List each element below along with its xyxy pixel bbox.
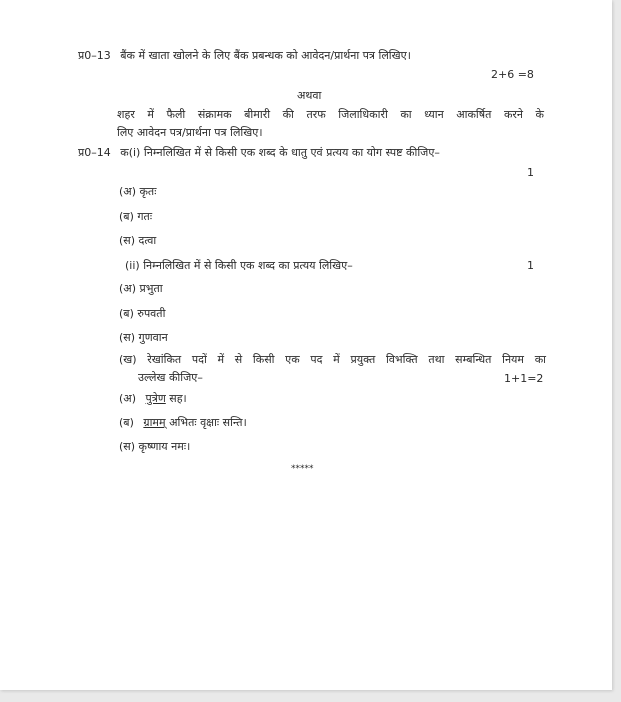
marks-part-ii: 1	[527, 259, 534, 272]
question-text: बैंक में खाता खोलने के लिए बैंक प्रबन्धक को आवेदन/प्रार्थना पत्र लिखिए।	[120, 49, 411, 62]
alternative-question-line2: लिए आवेदन पत्र/प्रार्थना पत्र लिखिए।	[117, 126, 263, 139]
part-label: क(i)	[120, 146, 141, 159]
option-item: (स) गुणवान	[119, 331, 168, 344]
part-ii: (ii) निम्नलिखित में से किसी एक शब्द का प्रत्यय लिखिए–	[125, 259, 353, 272]
marks-part-k: 1	[527, 166, 534, 179]
option-item: (अ) प्रभुता	[119, 282, 163, 295]
marks-q13: 2+6 =8	[491, 68, 534, 81]
option-item: (ब) गतः	[119, 210, 153, 223]
part-kh-line1: (ख) रेखांकित पदों में से किसी एक पद में प्रयुक्त विभक्ति तथा सम्बन्धित नियम का	[119, 353, 546, 366]
alternative-question-line1: शहर में फैली संक्रामक बीमारी की तरफ जिलाधिकारी का ध्यान आकर्षित करने के	[117, 108, 544, 121]
part-text: निम्नलिखित में से किसी एक शब्द के धातु एवं प्रत्यय का योग स्पष्ट कीजिए–	[143, 146, 440, 159]
underlined-word: पुत्रेण	[145, 392, 166, 405]
option-item: (स) कृष्णाय नमः।	[119, 440, 191, 453]
option-item: (स) दत्वा	[119, 234, 157, 247]
part-kh-line2: उल्लेख कीजिए–	[138, 371, 203, 384]
question-number: प्र0–13	[78, 49, 111, 62]
question-number: प्र0–14	[78, 146, 111, 159]
or-separator: अथवा	[297, 89, 322, 102]
question-13	[78, 49, 411, 63]
option-item: (अ) कृतः	[119, 185, 157, 198]
option-item: (ब) रुपवती	[119, 307, 166, 320]
end-marker: *****	[291, 464, 314, 474]
marks-part-kh: 1+1=2	[504, 372, 544, 385]
underlined-word: ग्रामम्	[143, 416, 166, 429]
option-item: (अ) पुत्रेण सह।	[119, 392, 187, 405]
question-14	[78, 146, 440, 160]
option-item: (ब) ग्रामम् अभितः वृक्षाः सन्ति।	[119, 416, 247, 429]
